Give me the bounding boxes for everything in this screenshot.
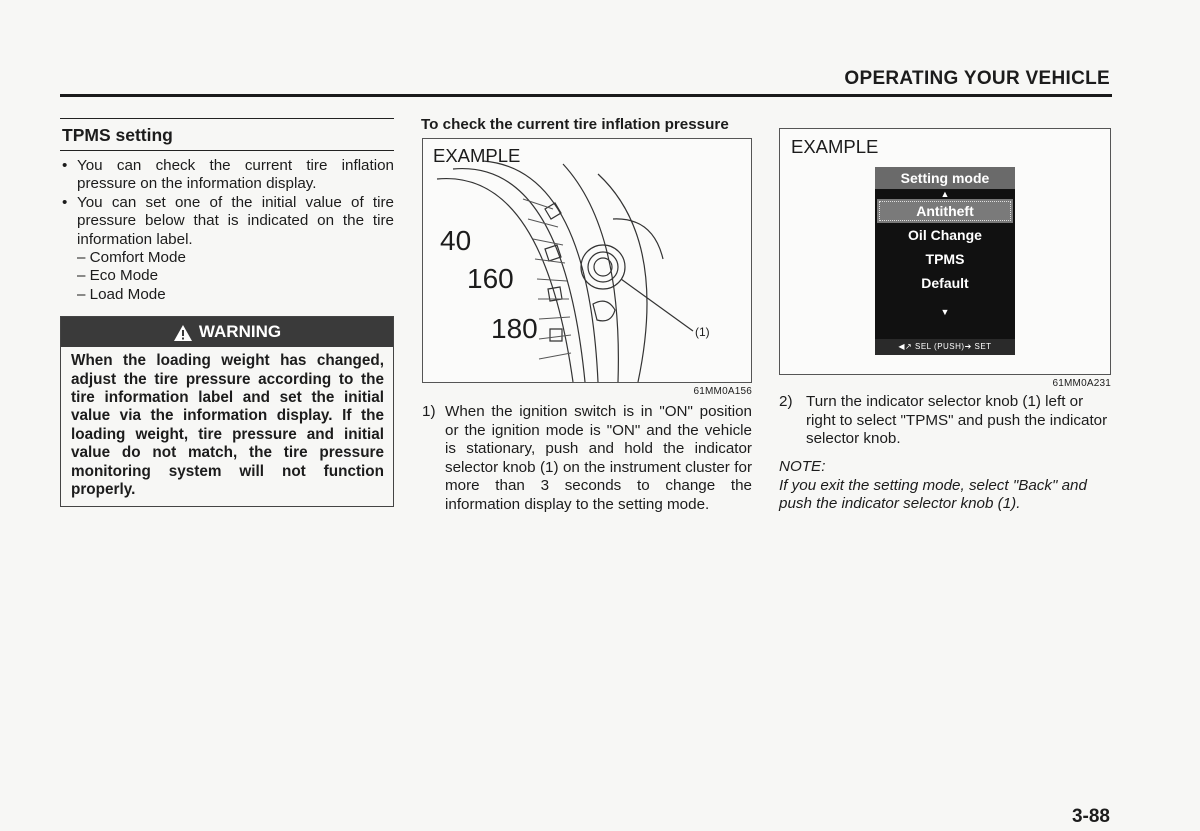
- subsection-title: To check the current tire inflation pressure: [421, 116, 729, 133]
- warning-triangle-icon: [173, 324, 193, 342]
- bullet-text: You can set one of the initial value of tire pressure below that is indicated on the tire information label.: [77, 193, 394, 248]
- section-title-rule: [60, 150, 394, 151]
- note-text: If you exit the setting mode, select "Back" and push the indicator selector knob (1).: [779, 476, 1087, 512]
- mode-item: – Comfort Mode: [77, 249, 186, 267]
- section-title: TPMS setting: [62, 125, 173, 145]
- note-label: NOTE:: [779, 457, 826, 475]
- section-top-rule: [60, 118, 394, 119]
- step-number: 1): [422, 403, 436, 420]
- example-label: EXAMPLE: [433, 145, 521, 166]
- warning-header: [61, 317, 393, 347]
- speed-label: 40: [440, 225, 472, 256]
- speed-label: 180: [491, 313, 538, 344]
- bullet-list: [60, 157, 394, 304]
- instrument-cluster-illustration: [423, 139, 751, 382]
- arrow-up-icon: ▲: [940, 189, 950, 199]
- figure-code: 61MM0A156: [693, 386, 752, 397]
- right-column: [779, 128, 1111, 514]
- step-text: Turn the indicator selector knob (1) left or right to select "TPMS" and push the indicator selector knob.: [806, 393, 1108, 447]
- page-header-title: OPERATING YOUR VEHICLE: [844, 68, 1110, 89]
- warning-title: WARNING: [198, 322, 282, 342]
- step-number: 2): [779, 393, 793, 410]
- bullet-item: [60, 157, 394, 194]
- speed-label: 160: [467, 263, 514, 294]
- middle-column: [422, 116, 752, 514]
- menu-item-tpms: TPMS: [925, 251, 965, 267]
- bullet-dot-icon: •: [62, 193, 68, 211]
- display-figure: [779, 128, 1111, 375]
- screen-footer-hint: ◀↗ SEL (PUSH)➔ SET: [875, 339, 1015, 355]
- bullet-dot-icon: •: [62, 157, 68, 174]
- example-label: EXAMPLE: [791, 136, 879, 157]
- arrow-down-icon: ▼: [940, 307, 950, 317]
- information-display: [875, 167, 1015, 355]
- warning-box: [60, 316, 394, 506]
- page-number: 3-88: [1071, 806, 1110, 827]
- cluster-figure: [422, 138, 752, 383]
- menu-item-default: Default: [921, 275, 969, 291]
- step-2: [779, 393, 1111, 449]
- header-divider: [60, 94, 1112, 97]
- knob-callout: (1): [695, 325, 710, 339]
- menu-item-oil-change: Oil Change: [908, 227, 982, 243]
- figure-code: 61MM0A231: [1052, 378, 1111, 389]
- mode-item: – Load Mode: [77, 285, 166, 303]
- bullet-item: [60, 194, 394, 249]
- screen-title: Setting mode: [875, 167, 1015, 189]
- left-column: [60, 118, 394, 507]
- menu-item-antitheft: Antitheft: [877, 199, 1013, 223]
- warning-text: When the loading weight has changed, adjust the tire pressure according to the tire information label and set the initial value via the information display. If the loading weight, tire pressure and initial value do not match, the tire pressure monitoring system will not function properly.: [71, 352, 384, 499]
- step-1: [422, 403, 752, 514]
- step-text: When the ignition switch is in "ON" position or the ignition mode is "ON" and the vehicle is stationary, push and hold the indicator selector knob (1) on the instrument cluster for more than 3 seconds to change the information display to the setting mode.: [445, 403, 752, 513]
- mode-item: – Eco Mode: [77, 267, 159, 285]
- bullet-text: You can check the current tire inflation pressure on the information display.: [77, 157, 394, 193]
